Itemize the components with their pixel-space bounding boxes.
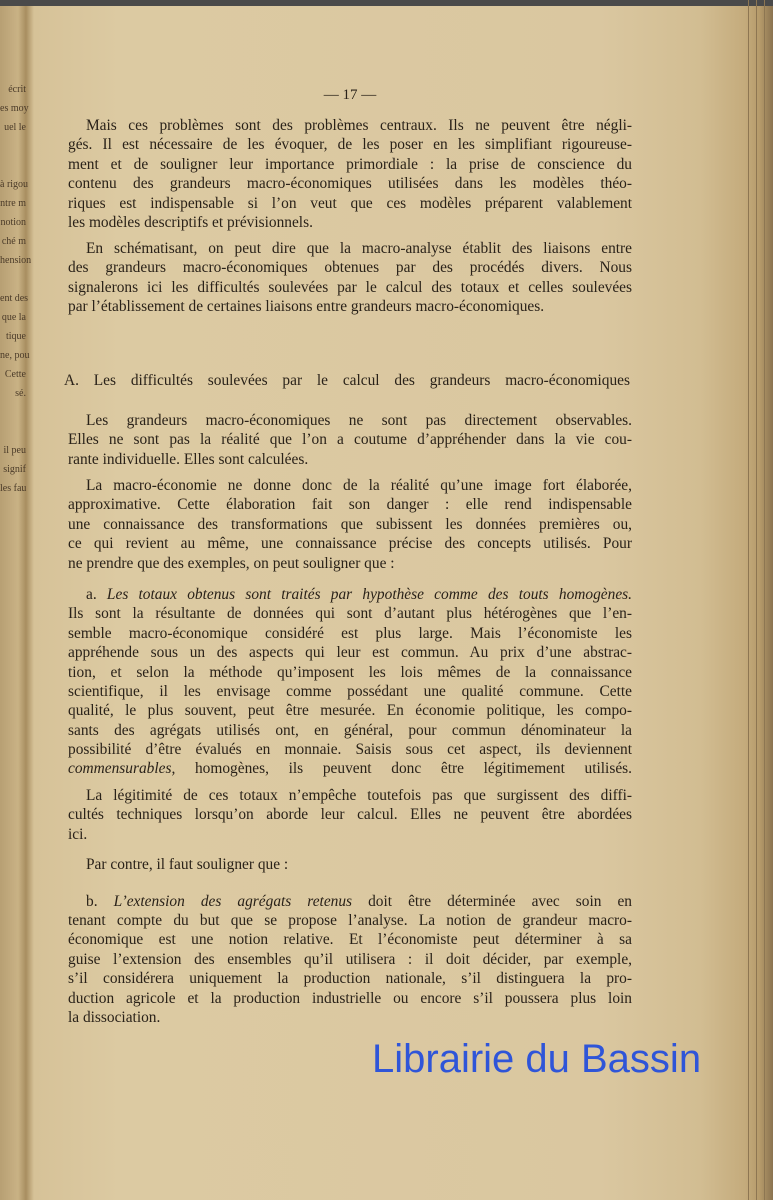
text-line: la dissociation.: [68, 1009, 161, 1026]
fragment-text: [0, 403, 26, 422]
text-line: Elles ne sont pas la réalité que l’on a coutume d’appréhender dans la vie cou-: [68, 431, 632, 449]
italic-term: commensurables,: [68, 760, 176, 777]
fragment-text: il peu: [3, 445, 26, 456]
fragment-text: signif: [3, 464, 26, 475]
text-line: appréhende sous un des aspects qui leur est commun. Au prix d’une abstrac-: [68, 644, 632, 662]
text-line: duction agricole et la production industrielle ou encore s’il poussera plus loin: [68, 989, 632, 1007]
text-line: une connaissance des transformations que subissent les données premières ou,: [68, 515, 632, 533]
page-number: — 17 —: [323, 87, 377, 103]
item-a-italic: Les totaux obtenus sont traités par hypothèse comme des touts homogènes.: [106, 586, 632, 603]
text-line: sants des agrégats utilisés ont, en général, pour commun dénominateur la: [68, 721, 632, 739]
fragment-text: es moy: [0, 103, 29, 114]
fragment-text: notion: [0, 217, 26, 228]
text-line: Les grandeurs macro-économiques ne sont pas directement observables.: [86, 412, 632, 429]
text-line: En schématisant, on peut dire que la macro-analyse établit des liaisons entre: [86, 240, 632, 257]
fragment-text: ntre m: [0, 198, 26, 209]
item-a-title: [86, 586, 632, 604]
fragment-text: ent des: [0, 293, 29, 304]
item-b-italic: L’extension des agrégats retenus: [113, 893, 353, 910]
text-line: des grandeurs macro-économiques obtenues par des procédés divers. Nous: [68, 259, 632, 277]
scan-top-border: [0, 0, 773, 6]
text-line: contenu des grandeurs macro-économiques utilisées dans les modèles théo-: [68, 175, 632, 193]
adjacent-page-fragment: [0, 80, 32, 1080]
text-line: Mais ces problèmes sont des problèmes centraux. Ils ne peuvent être négli-: [86, 117, 632, 134]
page-edge: [764, 0, 765, 1200]
text-line: tion, et selon la méthode qu’imposent les lois mêmes de la connaissance: [68, 663, 632, 681]
text-line: par l’établissement de certaines liaisons entre grandeurs macro-économiques.: [68, 298, 545, 316]
text-line: les modèles descriptifs et prévisionnels.: [68, 214, 313, 231]
fragment-text: que la: [1, 312, 26, 323]
fragment-text: les fau: [0, 483, 27, 494]
item-marker: b.: [86, 893, 98, 910]
fragment-text: uel le: [4, 122, 26, 133]
text-line: possibilité d’être évalués en monnaie. Saisis sous cet aspect, ils deviennent: [68, 741, 632, 759]
item-marker: a.: [86, 586, 97, 603]
text-line: approximative. Cette élaboration fait son danger : elle rend indispensable: [68, 496, 632, 514]
text-line: riques est indispensable si l’on veut que ces modèles préparent valablement: [68, 194, 632, 212]
item-b-title: [86, 893, 632, 911]
fragment-text: tique: [6, 331, 26, 342]
section-heading: A. Les difficultés soulevées par le calcul des grandeurs macro-économiques: [64, 372, 630, 389]
line-text: doit être déterminée avec soin en: [352, 893, 633, 910]
watermark: Librairie du Bassin: [372, 1037, 702, 1081]
fragment-text: [0, 270, 26, 289]
line-text: homogènes, ils peuvent donc être légitimement utilisés.: [175, 760, 632, 777]
item-a-last-line: [68, 760, 632, 778]
fragment-text: Cette: [4, 369, 26, 380]
text-line: gés. Il est nécessaire de les évoquer, de les poser en les simplifiant rigoureuse-: [68, 136, 632, 154]
text-line: économique est une notion relative. Et l’économiste peut déterminer à sa: [68, 931, 632, 949]
fragment-text: ne, pou: [0, 350, 30, 361]
page-edge: [748, 0, 749, 1200]
text-line: La légitimité de ces totaux n’empêche toutefois pas que surgissent des diffi-: [86, 787, 632, 804]
fragment-text: [0, 137, 26, 156]
page-edge: [756, 0, 757, 1200]
text-line: tenant compte du but que se propose l’analyse. La notion de grandeur macro-: [68, 912, 632, 929]
fragment-text: hension: [0, 255, 32, 266]
text-line: ici.: [68, 825, 88, 843]
text-line: La macro-économie ne donne donc de la réalité qu’une image fort élaborée,: [86, 477, 632, 494]
text-line: Par contre, il faut souligner que :: [86, 856, 289, 873]
text-line: scientifique, il les envisage comme possédant une qualité commune. Cette: [68, 683, 632, 700]
text-line: rante individuelle. Elles sont calculées.: [68, 450, 309, 468]
text-line: semble macro-économique considéré est plus large. Mais l’économiste les: [68, 624, 632, 642]
text-line: qualité, le plus souvent, peut être mesurée. En économie politique, les compo-: [68, 702, 632, 720]
text-line: cultés techniques lorsqu’on aborde leur calcul. Elles ne peuvent être abordées: [68, 806, 632, 824]
text-line: signalerons ici les difficultés soulevées par le calcul des totaux et celles soulevées: [68, 278, 632, 296]
text-line: guise l’extension des ensembles qu’il utilisera : il doit décider, par exemple,: [68, 950, 632, 968]
text-line: ne prendre que des exemples, on peut souligner que :: [68, 554, 395, 572]
text-line: s’il considérera uniquement la production nationale, s’il distinguera la pro-: [68, 970, 632, 988]
fragment-text: [0, 156, 26, 175]
text-line: ment et de souligner leur importance primordiale : la prise de conscience du: [68, 155, 632, 173]
text-line: ce qui revient au même, une connaissance précise des concepts utilisés. Pour: [68, 535, 632, 553]
fragment-text: [0, 422, 26, 441]
fragment-text: écrit: [8, 84, 26, 95]
fragment-text: à rigou: [0, 179, 29, 190]
fragment-text: ché m: [1, 236, 26, 247]
fragment-text: sé.: [15, 388, 26, 399]
text-line: Ils sont la résultante de données qui sont d’autant plus hétérogènes que l’en-: [68, 605, 632, 623]
